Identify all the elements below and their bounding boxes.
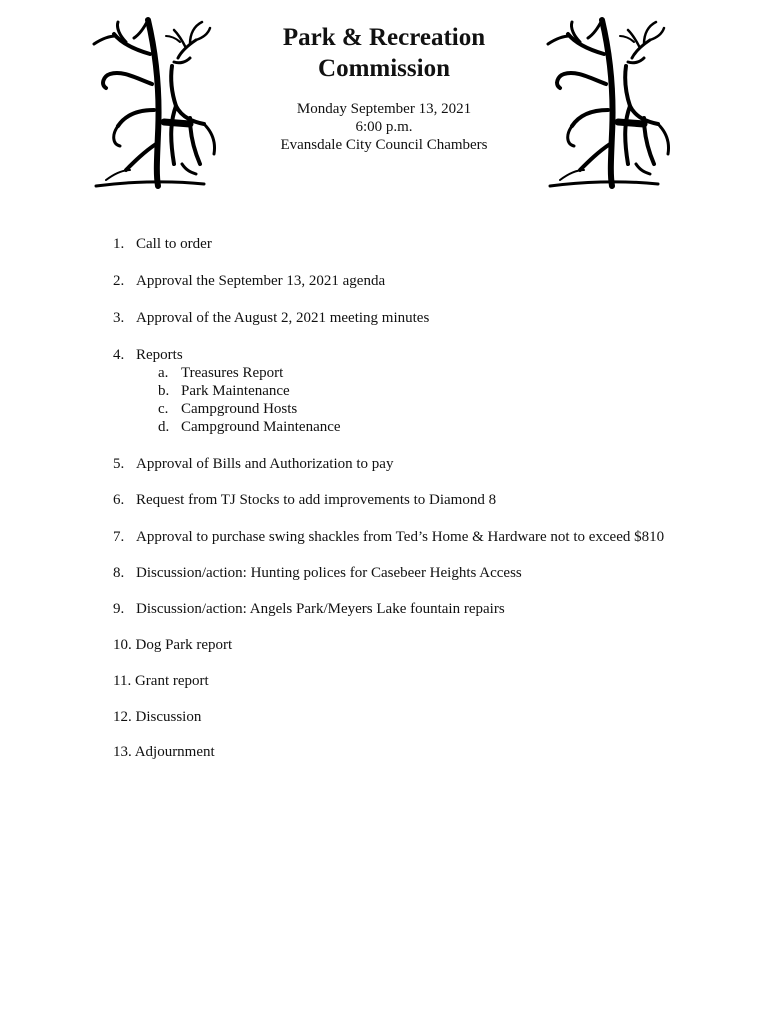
agenda-item-text: Discussion/action: Angels Park/Meyers Lake fountain repairs [136, 601, 505, 617]
agenda-item [113, 346, 341, 436]
agenda-item [113, 272, 385, 290]
subitem-letter: b. [158, 383, 170, 399]
agenda-item-number: 4. [113, 347, 125, 363]
agenda-item-number: 2. [113, 273, 125, 289]
agenda-subitem [158, 418, 341, 436]
agenda-item-text: Discussion [135, 709, 202, 725]
deer-tree-logo-left [86, 14, 226, 190]
subitem-letter: a. [158, 365, 169, 381]
agenda-item-number: 7. [113, 529, 125, 545]
meeting-time: 6:00 p.m. [355, 119, 413, 135]
agenda-item-text: Discussion/action: Hunting polices for Casebeer Heights Access [136, 565, 522, 581]
subitem-text: Park Maintenance [181, 383, 290, 399]
meeting-location: Evansdale City Council Chambers [280, 137, 488, 153]
agenda-item [113, 491, 496, 509]
agenda-item [113, 235, 212, 253]
agenda-item-number: 11. [113, 673, 132, 689]
document-header [234, 22, 534, 154]
agenda-item-text: Approval of Bills and Authorization to pay [136, 456, 394, 472]
meeting-date: Monday September 13, 2021 [296, 101, 472, 117]
agenda-item-text: Request from TJ Stocks to add improvements to Diamond 8 [136, 492, 497, 508]
title-line-2: Commission [318, 55, 450, 82]
agenda-subitem [158, 364, 341, 382]
agenda-item-number: 13. [113, 744, 132, 760]
title-line-1: Park & Recreation [282, 24, 486, 51]
agenda-item [113, 455, 393, 473]
agenda-item-number: 5. [113, 456, 125, 472]
agenda-item-number: 9. [113, 601, 125, 617]
agenda-item [113, 636, 232, 654]
agenda-item-number: 3. [113, 310, 125, 326]
agenda-item-text: Approval the September 13, 2021 agenda [136, 273, 386, 289]
agenda-item-text: Approval to purchase swing shackles from Ted’s Home & Hardware not to exceed $810 [136, 529, 665, 545]
agenda-item-number: 6. [113, 492, 125, 508]
agenda-item [113, 309, 429, 327]
agenda-item [113, 528, 664, 546]
agenda-item-text: Approval of the August 2, 2021 meeting minutes [136, 310, 430, 326]
deer-tree-logo-right [540, 14, 680, 190]
subitem-text: Campground Hosts [181, 401, 298, 417]
agenda-subitem [158, 382, 341, 400]
agenda-item-number: 10. [113, 637, 132, 653]
agenda-item-number: 12. [113, 709, 132, 725]
agenda-item-text: Adjournment [134, 744, 215, 760]
agenda-item-text: Grant report [134, 673, 209, 689]
agenda-item [113, 600, 505, 618]
subitem-text: Treasures Report [181, 365, 284, 381]
agenda-item-text: Call to order [136, 236, 212, 252]
agenda-item-text: Dog Park report [135, 637, 233, 653]
agenda-item-number: 1. [113, 236, 125, 252]
agenda-subitem [158, 400, 341, 418]
reports-subitems [158, 364, 341, 436]
agenda-item-text: Reports [136, 347, 183, 363]
agenda-item [113, 672, 209, 690]
agenda-item-number: 8. [113, 565, 125, 581]
subitem-text: Campground Maintenance [181, 419, 341, 435]
agenda-item [113, 708, 201, 726]
meeting-meta [234, 100, 534, 154]
subitem-letter: d. [158, 419, 170, 435]
agenda-item [113, 564, 522, 582]
subitem-letter: c. [158, 401, 169, 417]
agenda-item [113, 743, 215, 761]
